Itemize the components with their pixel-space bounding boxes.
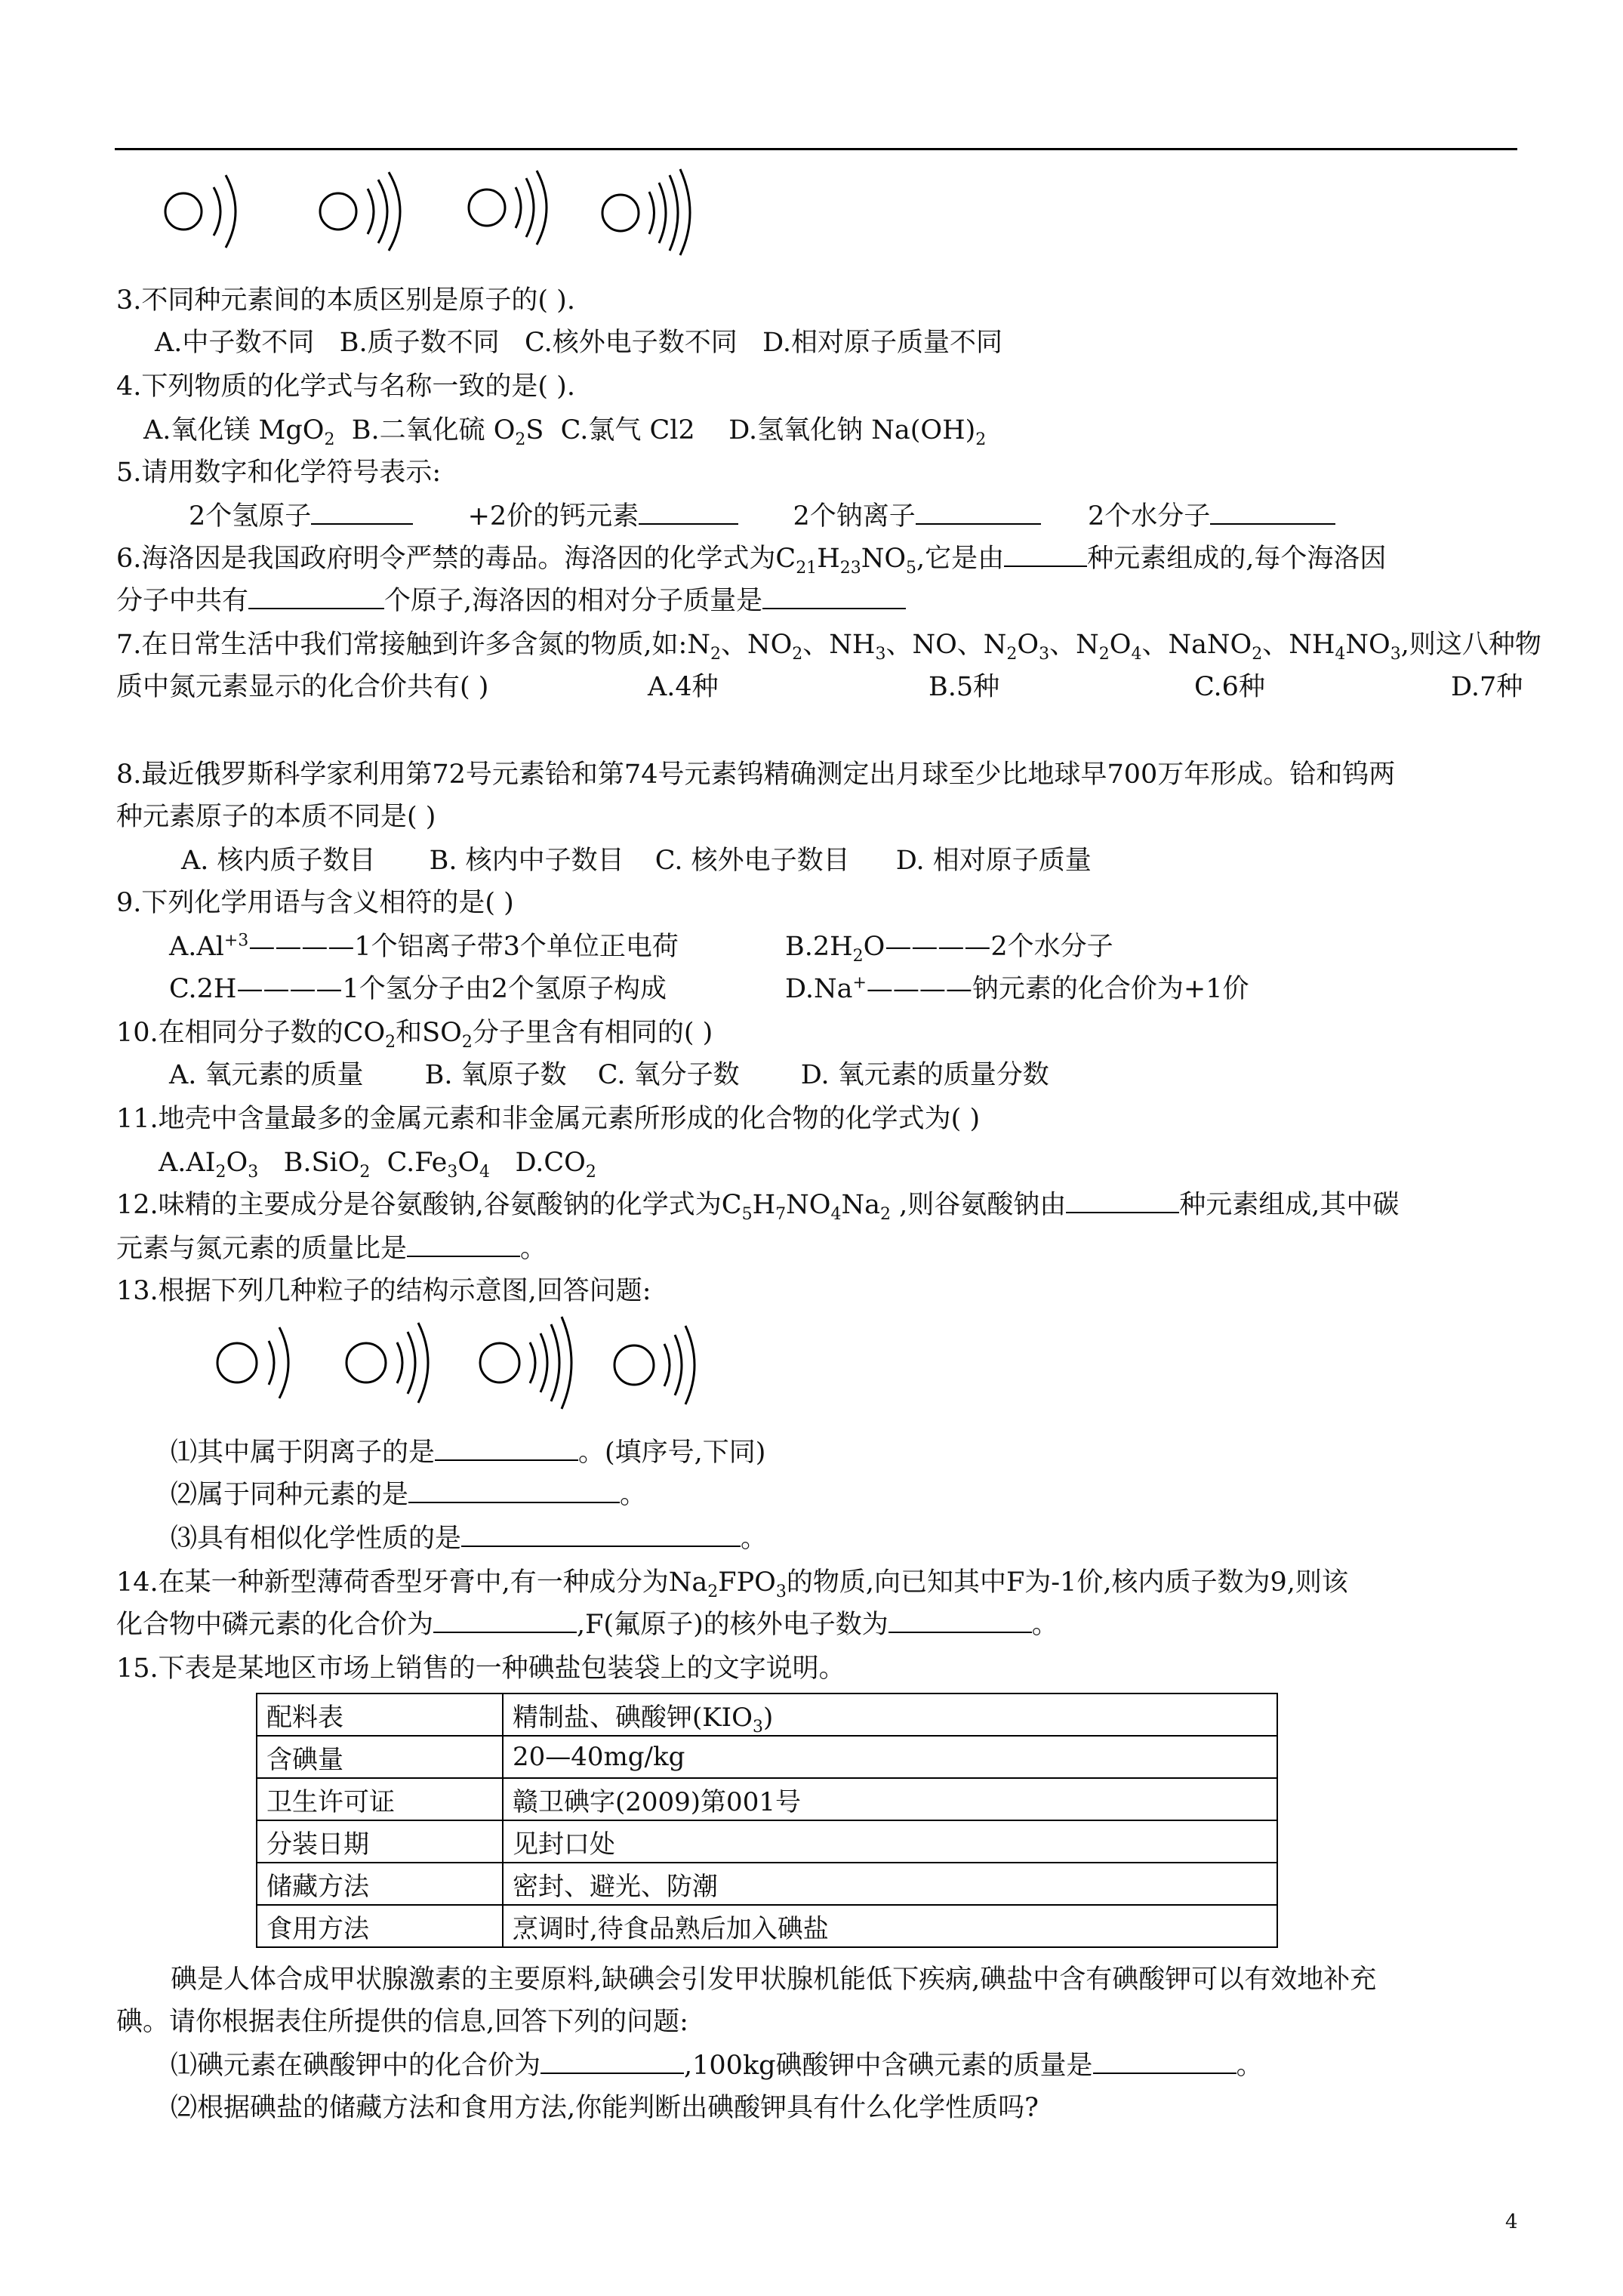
q14-line-2: 化合物中磷元素的化合价为 ,F(氟原子)的核外电子数为 。	[116, 1610, 1058, 1640]
q5-answer-blank-2[interactable]	[639, 501, 738, 525]
q15-subquestion-2: ⑵根据碘盐的储藏方法和食用方法,你能判断出碘酸钾具有什么化学性质吗?	[171, 2093, 1039, 2123]
q6-answer-blank-2[interactable]	[248, 585, 384, 609]
table-cell-label: 卫生许可证	[257, 1778, 503, 1820]
q12-line-1: 12.味精的主要成分是谷氨酸钠,谷氨酸钠的化学式为$C_5H_7NO_4Na_2$ ,则谷氨酸钠由 种元素组成,其中碳	[116, 1190, 1400, 1224]
table-cell-value: 赣卫碘字(2009)第001号	[503, 1778, 1277, 1820]
q5-items: 2个氢原子 +2价的钙元素 2个钠离子 2个水分子	[189, 500, 1335, 533]
table-row	[257, 1820, 1277, 1863]
q13-answer-blank-2[interactable]	[408, 1479, 620, 1503]
q5-answer-blank-4[interactable]	[1210, 501, 1335, 525]
atom-diagrams-top	[155, 166, 728, 257]
q9-option-d: D.Na+————钠元素的化合价为+1价	[785, 973, 1249, 1004]
q15-paragraph-line-2: 碘。请你根据表住所提供的信息,回答下列的问题:	[116, 2007, 688, 2037]
table-cell-value: 精制盐、碘酸钾$(KIO_3)$	[503, 1693, 1277, 1736]
q7-line-2: 质中氮元素显示的化合价共有( )	[116, 672, 489, 702]
q8-options	[181, 844, 1092, 877]
q7-line-1: 7.在日常生活中我们常接触到许多含氮的物质,如$:N_2$、$NO_2$、$NH_3$、NO、$N_2O_3$、$N_2O_4$、NaNO$_2$、$NH_4NO_3$,则这八种物	[116, 630, 1541, 664]
q3-options	[155, 326, 1002, 359]
q13-subquestion-3: ⑶具有相似化学性质的是 。	[171, 1524, 768, 1554]
table-row	[257, 1736, 1277, 1778]
q14-line-1: 14.在某一种新型薄荷香型牙膏中,有一种成分为$Na_2FPO_3$的物质,向已知其中F为-1价,核内质子数为9,则该	[116, 1567, 1348, 1601]
q8-line-1: 8.最近俄罗斯科学家利用第72号元素铪和第74号元素钨精确测定出月球至少比地球早700万年形成。铪和钨两	[116, 760, 1396, 790]
q14-answer-blank-1[interactable]	[433, 1609, 577, 1633]
q13-atom-diagram-1	[217, 1327, 288, 1398]
q10-stem: 10.在相同分子数的$CO_2$和$SO_2$分子里含有相同的( )	[116, 1018, 713, 1052]
q10-option-b: B. 氧原子数	[424, 1060, 567, 1090]
q10-option-d: D. 氧元素的质量分数	[800, 1060, 1049, 1090]
q13-atom-diagram-4	[614, 1326, 694, 1404]
q9-option-c: C.2H————1个氢分子由2个氢原子构成	[169, 974, 667, 1004]
q5-answer-blank-1[interactable]	[311, 501, 413, 525]
table-cell-value: 见封口处	[503, 1820, 1277, 1863]
atom-diagram-3	[469, 171, 547, 245]
q12-line-2: 元素与氮元素的质量比是 。	[116, 1234, 547, 1264]
atom-diagrams-q13	[204, 1314, 747, 1412]
q8-option-b: B. 核内中子数目	[429, 846, 624, 876]
q3-option-d: D.相对原子质量不同	[762, 328, 1003, 358]
table-row	[257, 1905, 1277, 1947]
q7-option-c: C.6种	[1194, 672, 1265, 702]
q13-stem: 13.根据下列几种粒子的结构示意图,回答问题:	[116, 1276, 651, 1306]
q3-option-b: B.质子数不同	[339, 328, 500, 358]
q3-stem: 3.不同种元素间的本质区别是原子的( ).	[116, 285, 575, 316]
q3-option-c: C.核外电子数不同	[525, 328, 738, 358]
q11-stem: 11.地壳中含量最多的金属元素和非金属元素所形成的化合物的化学式为( )	[116, 1104, 981, 1134]
q9-stem: 9.下列化学用语与含义相符的是( )	[116, 888, 514, 918]
q4-options	[143, 414, 986, 447]
table-cell-value: 烹调时,待食品熟后加入碘盐	[503, 1905, 1277, 1947]
q15-subquestion-1: ⑴碘元素在碘酸钾中的化合价为 ,100kg碘酸钾中含碘元素的质量是 。	[171, 2051, 1263, 2081]
q13-answer-blank-1[interactable]	[435, 1437, 578, 1461]
q7-option-d: D.7种	[1451, 672, 1523, 702]
q6-answer-blank-3[interactable]	[762, 585, 906, 609]
atom-diagram-1	[165, 175, 236, 248]
q6-line-2: 分子中共有 个原子,海洛因的相对分子质量是	[116, 584, 906, 618]
q11-option-d: $D.CO_2$	[515, 1148, 596, 1182]
q8-option-a: A. 核内质子数目	[181, 846, 376, 876]
q5-answer-blank-3[interactable]	[916, 501, 1041, 525]
q6-answer-blank-1[interactable]	[1004, 543, 1087, 567]
table-row	[257, 1778, 1277, 1820]
q3-option-a: A.中子数不同	[155, 328, 315, 358]
q13-atom-diagram-3	[480, 1317, 571, 1409]
table-cell-label: 配料表	[257, 1693, 503, 1736]
table-row	[257, 1863, 1277, 1905]
table-cell-label: 储藏方法	[257, 1863, 503, 1905]
atom-diagram-4	[602, 169, 690, 255]
q15-answer-blank-1[interactable]	[540, 2050, 684, 2074]
table-cell-label: 食用方法	[257, 1905, 503, 1947]
q15-answer-blank-2[interactable]	[1093, 2050, 1236, 2074]
q4-option-c: C.氯气 Cl2	[560, 415, 695, 445]
q4-option-a: A.氧化镁 MgO$_2$	[143, 415, 335, 449]
q12-answer-blank-2[interactable]	[407, 1233, 520, 1257]
q8-option-c: C. 核外电子数目	[654, 846, 850, 876]
table-row	[257, 1693, 1277, 1736]
q10-option-c: C. 氧分子数	[597, 1060, 740, 1090]
q14-answer-blank-2[interactable]	[888, 1609, 1032, 1633]
q7-option-b: B.5种	[929, 672, 1000, 702]
table-cell-label: 含碘量	[257, 1736, 503, 1778]
q5-stem: 5.请用数字和化学符号表示:	[116, 458, 442, 488]
q13-subquestion-1: ⑴其中属于阴离子的是 。(填序号,下同)	[171, 1438, 766, 1468]
table-cell-value: 20—40mg/kg	[503, 1736, 1277, 1778]
q10-option-a: A. 氧元素的质量	[169, 1060, 364, 1090]
q11-option-a: $A.AI_2O_3$	[159, 1148, 259, 1182]
q8-option-d: D. 相对原子质量	[895, 846, 1092, 876]
q8-line-2: 种元素原子的本质不同是( )	[116, 802, 436, 832]
q13-atom-diagram-2	[346, 1323, 428, 1403]
q9-option-a: $A.Al^{+3}————1$个铝离子带3个单位正电荷	[169, 931, 679, 962]
q4-option-b: B.二氧化硫 $O_2S$	[351, 415, 544, 449]
table-cell-label: 分装日期	[257, 1820, 503, 1863]
q11-option-c: $C.Fe_3O_4$	[387, 1148, 491, 1182]
q4-stem: 4.下列物质的化学式与名称一致的是( ).	[116, 371, 575, 402]
header-rule	[115, 148, 1517, 150]
q11-option-b: B.SiO$_2$	[283, 1148, 371, 1182]
q13-subquestion-2: ⑵属于同种元素的是 。	[171, 1480, 647, 1510]
q10-options	[169, 1059, 1049, 1092]
q12-answer-blank-1[interactable]	[1066, 1189, 1179, 1213]
table-cell-value: 密封、避光、防潮	[503, 1863, 1277, 1905]
q9-option-b: $B.2H_2O————2$个水分子	[785, 932, 1113, 966]
q4-option-d: D.氢氧化钠 $Na(OH)_2$	[728, 415, 987, 449]
q7-option-a: A.4种	[648, 672, 719, 702]
q6-line-1: 6.海洛因是我国政府明令严禁的毒品。海洛因的化学式为$C_{21}H_{23}NO_5$,它是由 种元素组成的,每个海洛因	[116, 544, 1387, 578]
iodized-salt-label-table	[256, 1693, 1278, 1948]
q11-options	[159, 1146, 596, 1182]
atom-diagram-2	[320, 172, 400, 251]
q15-stem: 15.下表是某地区市场上销售的一种碘盐包装袋上的文字说明。	[116, 1653, 845, 1684]
q13-answer-blank-3[interactable]	[461, 1523, 741, 1547]
q15-paragraph-line-1: 碘是人体合成甲状腺激素的主要原料,缺碘会引发甲状腺机能低下疾病,碘盐中含有碘酸钾可以有效地补充	[171, 1965, 1377, 1995]
page-number: 4	[1505, 2211, 1518, 2233]
